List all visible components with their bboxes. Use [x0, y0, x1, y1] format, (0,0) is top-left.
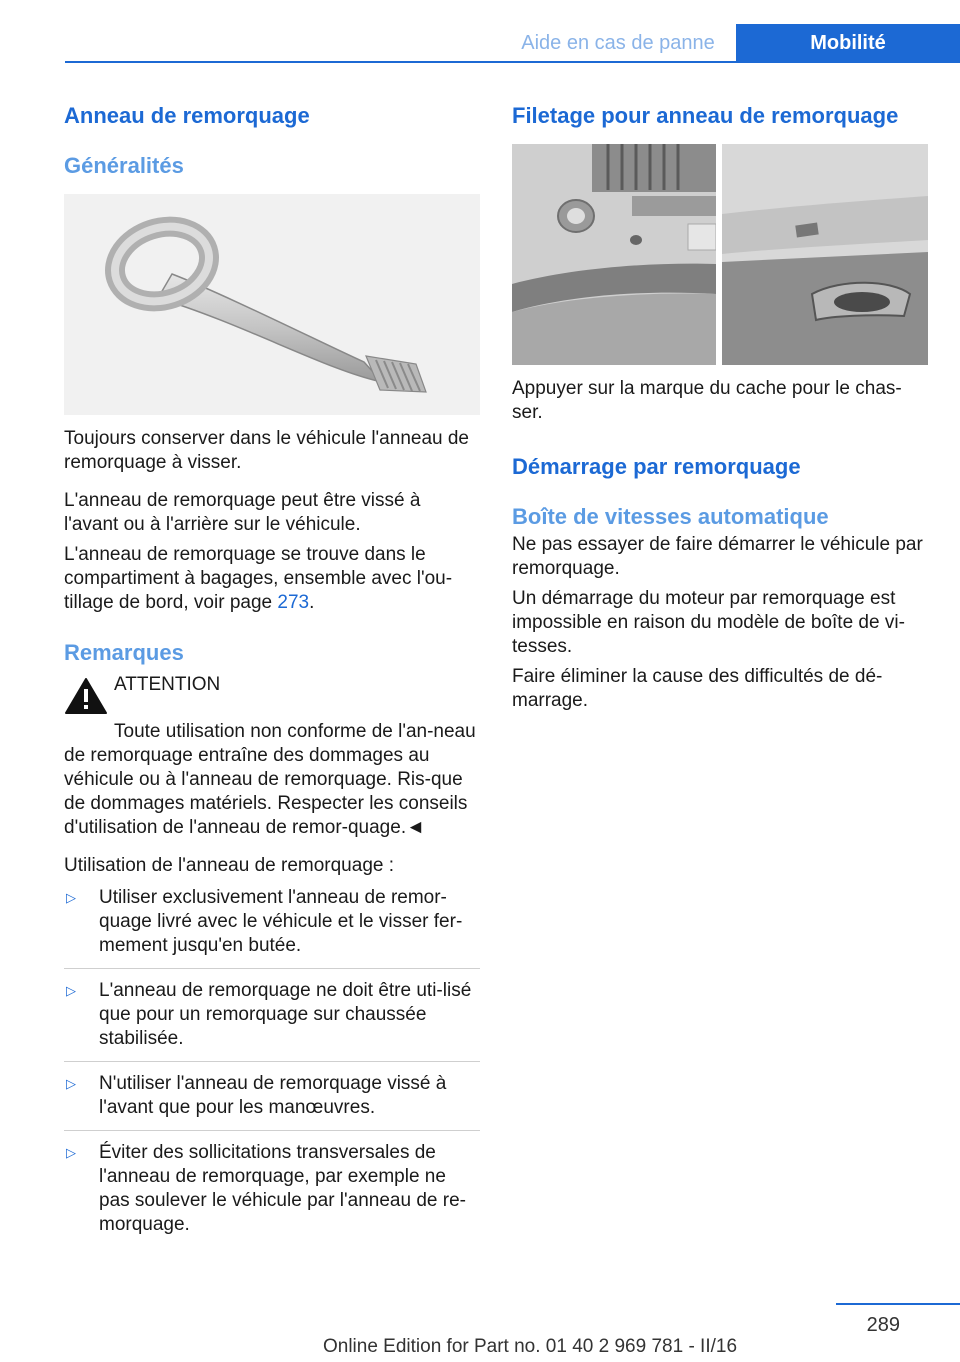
header-chapter-tab[interactable]: Aide en cas de panne [521, 32, 715, 54]
page-link-273[interactable]: 273 [277, 592, 310, 613]
header-section-tab[interactable]: Mobilité [736, 24, 960, 63]
tow-eye-image [64, 194, 480, 415]
paragraph-keep-tow-eye: Toujours conserver dans le véhicule l'anneau de remorquage à visser. [64, 428, 469, 473]
usage-list [64, 886, 480, 1247]
list-item [64, 1141, 480, 1247]
warning-label: ATTENTION [114, 674, 221, 695]
warning-triangle-icon [64, 673, 114, 720]
bumper-image [512, 144, 928, 365]
paragraph-front-rear: L'anneau de remorquage peut être vissé à l'avant ou à l'arrière sur le véhicule. [64, 490, 421, 535]
section-title-tow-eye: Anneau de remorquage [64, 103, 310, 128]
bumper-illustration [512, 144, 928, 365]
list-item-text: L'anneau de remorquage ne doit être uti-lisé que pour un remorquage sur chaussée stabilisée. [99, 980, 472, 1049]
triangle-bullet-icon: ▷ [66, 983, 76, 998]
list-item-text: Éviter des sollicitations transversales de l'anneau de remorquage, par exemple ne pas soulever le véhicule par l'anneau de re-morquage. [99, 1142, 466, 1235]
paragraph-no-tow-start: Ne pas essayer de faire démarrer le véhicule par remorquage. [512, 534, 923, 579]
list-item [64, 886, 480, 969]
list-item-text: N'utiliser l'anneau de remorquage vissé à l'avant que pour les manœuvres. [99, 1073, 447, 1118]
triangle-bullet-icon: ▷ [66, 1145, 76, 1160]
subsection-title-general: Généralités [64, 153, 184, 178]
list-item [64, 979, 480, 1062]
location-text-end: . [309, 592, 315, 613]
right-column [512, 100, 928, 713]
header-rule [65, 61, 960, 63]
paragraph-location [64, 543, 480, 615]
tow-eye-illustration [64, 194, 480, 415]
paragraph-fix-cause: Faire éliminer la cause des difficultés de dé-marrage. [512, 666, 883, 711]
paragraph-impossible: Un démarrage du moteur par remorquage est impossible en raison du modèle de boîte de vi-tesses. [512, 588, 905, 657]
list-item-text: Utiliser exclusivement l'anneau de remor-quage livré avec le véhicule et le visser fer-mement jusqu'en butée. [99, 887, 463, 956]
warning-text: Toute utilisation non conforme de l'an-neau de remorquage entraîne des dommages au véhicule ou à l'anneau de remorquage. Ris-que de dommages matériels. Respecter les conseils d'utilisation de l'anneau de remor-quage.◄ [64, 721, 476, 838]
footer-edition: Online Edition for Part no. 01 40 2 969 781 - II/16 [322, 1336, 738, 1357]
list-item [64, 1072, 480, 1131]
section-title-thread: Filetage pour anneau de remorquage [512, 103, 899, 128]
section-title-tow-start: Démarrage par remorquage [512, 454, 801, 479]
subsection-title-remarks: Remarques [64, 640, 184, 665]
location-text: L'anneau de remorquage se trouve dans le compartiment à bagages, ensemble avec l'ou-tillage de bord, voir page [64, 544, 453, 613]
paragraph-cover: Appuyer sur la marque du cache pour le chas-ser. [512, 378, 902, 423]
page-number: 289 [866, 1314, 900, 1336]
warning-block [64, 673, 480, 720]
subsection-title-automatic: Boîte de vitesses automatique [512, 504, 829, 529]
triangle-bullet-icon: ▷ [66, 890, 76, 905]
left-column [64, 100, 480, 1257]
footer-rule [836, 1303, 960, 1305]
triangle-bullet-icon: ▷ [66, 1076, 76, 1091]
paragraph-usage-intro: Utilisation de l'anneau de remorquage : [64, 855, 395, 876]
